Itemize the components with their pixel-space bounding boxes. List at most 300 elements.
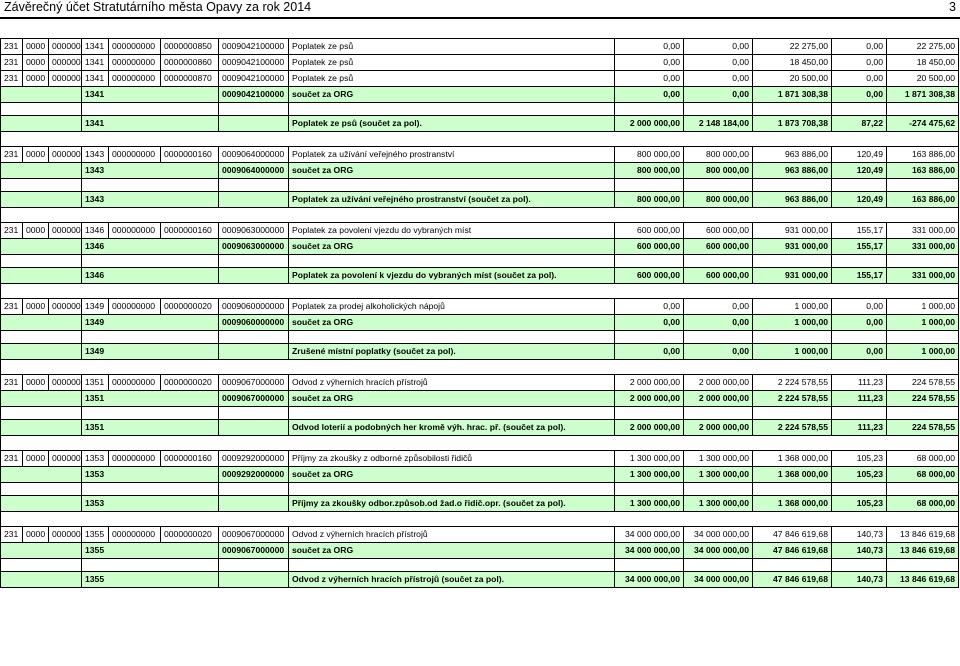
col-org: 0009042100000 — [219, 55, 289, 71]
empty-cell — [832, 255, 887, 268]
col-paragraf: 000000 — [49, 147, 82, 163]
pol-subtotal-row — [1, 116, 959, 132]
empty-cell — [615, 179, 684, 192]
col-schvaleny: 2 000 000,00 — [615, 116, 684, 132]
empty-cell — [289, 179, 615, 192]
col-upraveny: 1 300 000,00 — [684, 451, 753, 467]
empty-row — [1, 483, 959, 496]
col-skutecnost: 963 886,00 — [753, 192, 832, 208]
table-row — [1, 71, 959, 87]
col-polozka: 1341 — [82, 116, 219, 132]
col-upraveny: 800 000,00 — [684, 147, 753, 163]
col-skutecnost: 18 450,00 — [753, 55, 832, 71]
col-uz: 0000000160 — [161, 451, 219, 467]
empty-cell — [684, 559, 753, 572]
col-text: Odvod loterií a podobných her kromě výh. hrac. př. (součet za pol). — [289, 420, 615, 436]
empty-cell — [832, 559, 887, 572]
empty-cell — [1, 331, 82, 344]
page-number: 3 — [949, 0, 956, 14]
col-schvaleny: 800 000,00 — [615, 147, 684, 163]
empty-cell — [887, 331, 959, 344]
col-org: 0009042100000 — [219, 39, 289, 55]
empty-cell — [219, 496, 289, 512]
col-rozdil: 20 500,00 — [887, 71, 959, 87]
col-schvaleny: 34 000 000,00 — [615, 572, 684, 588]
col-skutecnost: 1 000,00 — [753, 315, 832, 331]
col-procento: 155,17 — [832, 223, 887, 239]
col-skutecnost: 1 873 708,38 — [753, 116, 832, 132]
empty-cell — [1, 315, 82, 331]
col-rozdil: 331 000,00 — [887, 239, 959, 255]
col-org: 0009063000000 — [219, 239, 289, 255]
empty-cell — [219, 331, 289, 344]
col-skutecnost: 2 224 578,55 — [753, 375, 832, 391]
empty-cell — [615, 559, 684, 572]
empty-cell — [82, 255, 219, 268]
col-procento: 120,49 — [832, 192, 887, 208]
col-zj: 000000000 — [109, 299, 161, 315]
col-text: součet za ORG — [289, 315, 615, 331]
col-schvaleny: 600 000,00 — [615, 239, 684, 255]
col-schvaleny: 34 000 000,00 — [615, 527, 684, 543]
empty-cell — [289, 103, 615, 116]
col-ua: 0000 — [23, 39, 49, 55]
col-polozka: 1346 — [82, 268, 219, 284]
col-rozdil: 13 846 619,68 — [887, 543, 959, 559]
col-procento: 0,00 — [832, 39, 887, 55]
col-upraveny: 0,00 — [684, 87, 753, 103]
col-procento: 0,00 — [832, 55, 887, 71]
col-skutecnost: 47 846 619,68 — [753, 572, 832, 588]
col-uz: 0000000870 — [161, 71, 219, 87]
col-skutecnost: 1 871 308,38 — [753, 87, 832, 103]
col-skutecnost: 2 224 578,55 — [753, 391, 832, 407]
col-procento: 105,23 — [832, 496, 887, 512]
empty-cell — [1, 543, 82, 559]
empty-cell — [219, 572, 289, 588]
col-skutecnost: 931 000,00 — [753, 223, 832, 239]
col-schvaleny: 0,00 — [615, 71, 684, 87]
empty-cell — [684, 103, 753, 116]
col-ua: 0000 — [23, 147, 49, 163]
col-rozdil: 331 000,00 — [887, 268, 959, 284]
col-org: 0009292000000 — [219, 451, 289, 467]
col-ucet: 231 — [1, 147, 23, 163]
empty-cell — [219, 179, 289, 192]
empty-cell — [684, 483, 753, 496]
col-rozdil: 224 578,55 — [887, 420, 959, 436]
col-zj: 000000000 — [109, 71, 161, 87]
org-subtotal-row — [1, 163, 959, 179]
col-polozka: 1353 — [82, 451, 109, 467]
empty-cell — [684, 331, 753, 344]
empty-cell — [289, 255, 615, 268]
separator-row — [1, 208, 959, 223]
col-upraveny: 1 300 000,00 — [684, 467, 753, 483]
empty-cell — [615, 255, 684, 268]
col-org: 0009067000000 — [219, 543, 289, 559]
col-upraveny: 600 000,00 — [684, 268, 753, 284]
empty-cell — [289, 331, 615, 344]
document-title: Závěrečný účet Stratutárního města Opavy za rok 2014 — [4, 0, 312, 14]
col-procento: 140,73 — [832, 527, 887, 543]
col-polozka: 1341 — [82, 71, 109, 87]
empty-cell — [82, 331, 219, 344]
col-skutecnost: 1 000,00 — [753, 344, 832, 360]
col-zj: 000000000 — [109, 375, 161, 391]
col-skutecnost: 1 368 000,00 — [753, 467, 832, 483]
col-procento: 140,73 — [832, 572, 887, 588]
empty-cell — [887, 103, 959, 116]
col-rozdil: 68 000,00 — [887, 467, 959, 483]
col-org: 0009292000000 — [219, 467, 289, 483]
col-org: 0009067000000 — [219, 527, 289, 543]
empty-cell — [219, 559, 289, 572]
empty-cell — [1, 467, 82, 483]
col-ua: 0000 — [23, 55, 49, 71]
col-procento: 0,00 — [832, 299, 887, 315]
col-schvaleny: 0,00 — [615, 55, 684, 71]
pol-subtotal-row — [1, 268, 959, 284]
col-schvaleny: 800 000,00 — [615, 192, 684, 208]
empty-cell — [753, 559, 832, 572]
empty-cell — [289, 407, 615, 420]
col-schvaleny: 34 000 000,00 — [615, 543, 684, 559]
table-row — [1, 223, 959, 239]
col-zj: 000000000 — [109, 223, 161, 239]
col-upraveny: 2 000 000,00 — [684, 391, 753, 407]
col-ucet: 231 — [1, 299, 23, 315]
empty-cell — [1, 483, 82, 496]
org-subtotal-row — [1, 239, 959, 255]
empty-cell — [1, 559, 82, 572]
empty-cell — [219, 344, 289, 360]
col-skutecnost: 963 886,00 — [753, 163, 832, 179]
col-upraveny: 0,00 — [684, 344, 753, 360]
table-row — [1, 39, 959, 55]
empty-cell — [219, 483, 289, 496]
empty-cell — [832, 483, 887, 496]
col-schvaleny: 1 300 000,00 — [615, 451, 684, 467]
col-rozdil: 22 275,00 — [887, 39, 959, 55]
col-schvaleny: 800 000,00 — [615, 163, 684, 179]
empty-cell — [1, 208, 959, 223]
col-paragraf: 000000 — [49, 451, 82, 467]
col-rozdil: 18 450,00 — [887, 55, 959, 71]
col-rozdil: 13 846 619,68 — [887, 527, 959, 543]
empty-cell — [615, 407, 684, 420]
col-schvaleny: 0,00 — [615, 39, 684, 55]
empty-cell — [1, 103, 82, 116]
col-upraveny: 0,00 — [684, 71, 753, 87]
col-rozdil: 163 886,00 — [887, 147, 959, 163]
col-org: 0009067000000 — [219, 391, 289, 407]
empty-cell — [1, 87, 82, 103]
col-procento: 0,00 — [832, 315, 887, 331]
col-upraveny: 0,00 — [684, 315, 753, 331]
empty-cell — [219, 192, 289, 208]
header-rule — [0, 17, 960, 19]
col-procento: 0,00 — [832, 87, 887, 103]
col-skutecnost: 47 846 619,68 — [753, 527, 832, 543]
col-polozka: 1346 — [82, 239, 219, 255]
empty-cell — [219, 420, 289, 436]
col-paragraf: 000000 — [49, 375, 82, 391]
col-text: součet za ORG — [289, 163, 615, 179]
empty-cell — [753, 331, 832, 344]
col-ua: 0000 — [23, 527, 49, 543]
empty-cell — [832, 407, 887, 420]
col-uz: 0000000020 — [161, 299, 219, 315]
budget-table — [0, 38, 959, 588]
empty-cell — [753, 179, 832, 192]
empty-cell — [887, 179, 959, 192]
col-procento: 111,23 — [832, 420, 887, 436]
col-skutecnost: 47 846 619,68 — [753, 543, 832, 559]
col-procento: 155,17 — [832, 239, 887, 255]
col-upraveny: 800 000,00 — [684, 163, 753, 179]
col-zj: 000000000 — [109, 55, 161, 71]
col-polozka: 1355 — [82, 527, 109, 543]
col-upraveny: 34 000 000,00 — [684, 572, 753, 588]
col-schvaleny: 600 000,00 — [615, 223, 684, 239]
col-text: Zrušené místní poplatky (součet za pol). — [289, 344, 615, 360]
col-upraveny: 2 000 000,00 — [684, 375, 753, 391]
col-upraveny: 600 000,00 — [684, 223, 753, 239]
pol-subtotal-row — [1, 344, 959, 360]
col-rozdil: 13 846 619,68 — [887, 572, 959, 588]
empty-cell — [82, 483, 219, 496]
col-skutecnost: 1 368 000,00 — [753, 496, 832, 512]
col-paragraf: 000000 — [49, 299, 82, 315]
col-upraveny: 34 000 000,00 — [684, 543, 753, 559]
empty-cell — [1, 436, 959, 451]
empty-cell — [219, 103, 289, 116]
empty-cell — [684, 255, 753, 268]
col-polozka: 1355 — [82, 572, 219, 588]
empty-row — [1, 179, 959, 192]
col-polozka: 1353 — [82, 467, 219, 483]
col-ua: 0000 — [23, 451, 49, 467]
col-ucet: 231 — [1, 55, 23, 71]
col-polozka: 1346 — [82, 223, 109, 239]
col-org: 0009042100000 — [219, 87, 289, 103]
empty-cell — [219, 268, 289, 284]
separator-row — [1, 436, 959, 451]
pol-subtotal-row — [1, 572, 959, 588]
empty-cell — [753, 103, 832, 116]
col-schvaleny: 2 000 000,00 — [615, 375, 684, 391]
empty-cell — [832, 103, 887, 116]
col-text: součet za ORG — [289, 87, 615, 103]
col-skutecnost: 931 000,00 — [753, 268, 832, 284]
separator-row — [1, 512, 959, 527]
col-text: součet za ORG — [289, 391, 615, 407]
col-uz: 0000000020 — [161, 527, 219, 543]
col-polozka: 1349 — [82, 344, 219, 360]
col-text: Poplatek ze psů — [289, 39, 615, 55]
col-polozka: 1351 — [82, 420, 219, 436]
col-procento: 140,73 — [832, 543, 887, 559]
empty-cell — [289, 559, 615, 572]
col-zj: 000000000 — [109, 147, 161, 163]
empty-cell — [887, 483, 959, 496]
table-row — [1, 147, 959, 163]
col-polozka: 1341 — [82, 39, 109, 55]
col-upraveny: 2 148 184,00 — [684, 116, 753, 132]
col-org: 0009042100000 — [219, 71, 289, 87]
col-skutecnost: 931 000,00 — [753, 239, 832, 255]
empty-cell — [832, 179, 887, 192]
col-ucet: 231 — [1, 451, 23, 467]
empty-cell — [753, 483, 832, 496]
empty-cell — [219, 116, 289, 132]
col-upraveny: 0,00 — [684, 299, 753, 315]
col-rozdil: 1 000,00 — [887, 299, 959, 315]
empty-cell — [1, 132, 959, 147]
col-text: součet za ORG — [289, 239, 615, 255]
col-ua: 0000 — [23, 299, 49, 315]
empty-cell — [615, 483, 684, 496]
col-org: 0009067000000 — [219, 375, 289, 391]
col-polozka: 1343 — [82, 192, 219, 208]
empty-cell — [1, 284, 959, 299]
empty-cell — [1, 179, 82, 192]
col-procento: 87,22 — [832, 116, 887, 132]
col-zj: 000000000 — [109, 451, 161, 467]
org-subtotal-row — [1, 87, 959, 103]
empty-cell — [684, 179, 753, 192]
col-upraveny: 0,00 — [684, 39, 753, 55]
col-procento: 105,23 — [832, 451, 887, 467]
empty-cell — [1, 407, 82, 420]
col-text: Příjmy za zkoušky z odborné způsobilosti řidičů — [289, 451, 615, 467]
col-uz: 0000000860 — [161, 55, 219, 71]
col-rozdil: 163 886,00 — [887, 163, 959, 179]
col-schvaleny: 0,00 — [615, 299, 684, 315]
col-rozdil: 224 578,55 — [887, 391, 959, 407]
col-ucet: 231 — [1, 39, 23, 55]
pol-subtotal-row — [1, 496, 959, 512]
col-procento: 120,49 — [832, 147, 887, 163]
col-paragraf: 000000 — [49, 223, 82, 239]
separator-row — [1, 284, 959, 299]
col-polozka: 1355 — [82, 543, 219, 559]
empty-row — [1, 559, 959, 572]
col-polozka: 1341 — [82, 87, 219, 103]
empty-row — [1, 407, 959, 420]
col-skutecnost: 22 275,00 — [753, 39, 832, 55]
empty-cell — [1, 239, 82, 255]
col-schvaleny: 1 300 000,00 — [615, 496, 684, 512]
empty-cell — [1, 255, 82, 268]
empty-cell — [887, 559, 959, 572]
empty-cell — [289, 483, 615, 496]
col-uz: 0000000020 — [161, 375, 219, 391]
empty-cell — [615, 331, 684, 344]
col-procento: 111,23 — [832, 375, 887, 391]
col-org: 0009060000000 — [219, 299, 289, 315]
col-schvaleny: 0,00 — [615, 315, 684, 331]
col-polozka: 1349 — [82, 299, 109, 315]
col-paragraf: 000000 — [49, 55, 82, 71]
empty-cell — [887, 255, 959, 268]
table-row — [1, 527, 959, 543]
col-text: Odvod z výherních hracích přístrojů — [289, 527, 615, 543]
col-skutecnost: 963 886,00 — [753, 147, 832, 163]
empty-cell — [1, 512, 959, 527]
empty-cell — [753, 255, 832, 268]
col-text: součet za ORG — [289, 467, 615, 483]
col-polozka: 1343 — [82, 163, 219, 179]
col-rozdil: 331 000,00 — [887, 223, 959, 239]
empty-cell — [615, 103, 684, 116]
org-subtotal-row — [1, 315, 959, 331]
col-schvaleny: 2 000 000,00 — [615, 391, 684, 407]
col-ua: 0000 — [23, 223, 49, 239]
col-polozka: 1349 — [82, 315, 219, 331]
empty-cell — [1, 163, 82, 179]
col-polozka: 1351 — [82, 375, 109, 391]
col-org: 0009064000000 — [219, 147, 289, 163]
org-subtotal-row — [1, 391, 959, 407]
empty-row — [1, 103, 959, 116]
col-org: 0009060000000 — [219, 315, 289, 331]
col-upraveny: 1 300 000,00 — [684, 496, 753, 512]
col-polozka: 1343 — [82, 147, 109, 163]
table-row — [1, 375, 959, 391]
col-procento: 120,49 — [832, 163, 887, 179]
empty-cell — [1, 192, 82, 208]
col-text: Poplatek za povolení vjezdu do vybraných míst — [289, 223, 615, 239]
empty-cell — [82, 407, 219, 420]
empty-cell — [1, 572, 82, 588]
org-subtotal-row — [1, 467, 959, 483]
col-rozdil: 1 871 308,38 — [887, 87, 959, 103]
col-upraveny: 34 000 000,00 — [684, 527, 753, 543]
empty-cell — [1, 420, 82, 436]
empty-cell — [1, 360, 959, 375]
col-schvaleny: 1 300 000,00 — [615, 467, 684, 483]
col-ua: 0000 — [23, 375, 49, 391]
col-polozka: 1341 — [82, 55, 109, 71]
col-rozdil: -274 475,62 — [887, 116, 959, 132]
col-uz: 0000000160 — [161, 223, 219, 239]
empty-cell — [832, 331, 887, 344]
col-procento: 0,00 — [832, 71, 887, 87]
col-text: Poplatek ze psů (součet za pol). — [289, 116, 615, 132]
empty-row — [1, 331, 959, 344]
col-rozdil: 163 886,00 — [887, 192, 959, 208]
col-rozdil: 1 000,00 — [887, 315, 959, 331]
col-text: Poplatek za užívání veřejného prostranství — [289, 147, 615, 163]
col-uz: 0000000160 — [161, 147, 219, 163]
col-ua: 0000 — [23, 71, 49, 87]
table-row — [1, 451, 959, 467]
empty-cell — [82, 103, 219, 116]
table-row — [1, 299, 959, 315]
col-paragraf: 000000 — [49, 527, 82, 543]
col-procento: 105,23 — [832, 467, 887, 483]
separator-row — [1, 360, 959, 375]
col-skutecnost: 1 000,00 — [753, 299, 832, 315]
col-skutecnost: 2 224 578,55 — [753, 420, 832, 436]
empty-cell — [82, 559, 219, 572]
col-ucet: 231 — [1, 527, 23, 543]
col-uz: 0000000850 — [161, 39, 219, 55]
col-rozdil: 1 000,00 — [887, 344, 959, 360]
col-text: Poplatek ze psů — [289, 71, 615, 87]
